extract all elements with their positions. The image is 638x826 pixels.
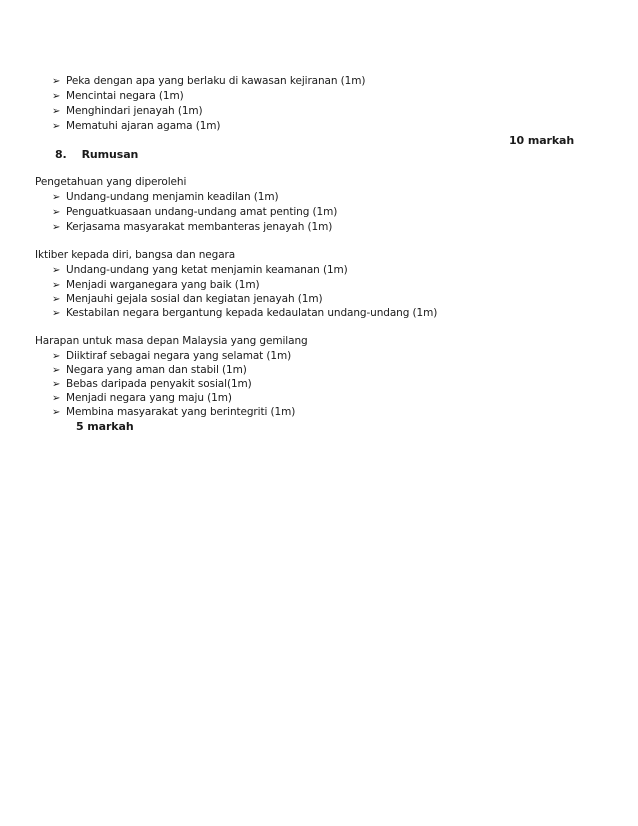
list-item: ➢ Bebas daripada penyakit sosial(1m) [52, 378, 252, 390]
arrow-bullet-icon: ➢ [52, 222, 61, 233]
list-item: ➢ Menjadi negara yang maju (1m) [52, 392, 232, 404]
list-item: ➢ Menjadi warganegara yang baik (1m) [52, 279, 260, 291]
list-item: ➢ Mematuhi ajaran agama (1m) [52, 120, 221, 132]
arrow-bullet-icon: ➢ [52, 121, 61, 132]
list-item: ➢ Kerjasama masyarakat membanteras jenayah (1m) [52, 221, 333, 233]
list-item: ➢ Peka dengan apa yang berlaku di kawasan kejiranan (1m) [52, 75, 366, 87]
section-number: 8. [55, 148, 67, 161]
arrow-bullet-icon: ➢ [52, 106, 61, 117]
list-item: ➢ Diiktiraf sebagai negara yang selamat (1m) [52, 350, 292, 362]
arrow-bullet-icon: ➢ [52, 365, 61, 376]
list-item: ➢ Menghindari jenayah (1m) [52, 105, 203, 117]
group-heading: Harapan untuk masa depan Malaysia yang gemilang [35, 335, 308, 347]
arrow-bullet-icon: ➢ [52, 207, 61, 218]
arrow-bullet-icon: ➢ [52, 192, 61, 203]
list-item: ➢ Kestabilan negara bergantung kepada kedaulatan undang-undang (1m) [52, 307, 438, 319]
arrow-bullet-icon: ➢ [52, 76, 61, 87]
list-item: ➢ Negara yang aman dan stabil (1m) [52, 364, 247, 376]
section-heading [55, 148, 138, 162]
marks-label: 10 markah [509, 134, 575, 147]
arrow-bullet-icon: ➢ [52, 379, 61, 390]
arrow-bullet-icon: ➢ [52, 407, 61, 418]
arrow-bullet-icon: ➢ [52, 294, 61, 305]
group-heading: Pengetahuan yang diperolehi [35, 176, 187, 188]
arrow-bullet-icon: ➢ [52, 265, 61, 276]
arrow-bullet-icon: ➢ [52, 280, 61, 291]
list-item: ➢ Mencintai negara (1m) [52, 90, 184, 102]
marks-label: 5 markah [76, 420, 134, 433]
arrow-bullet-icon: ➢ [52, 351, 61, 362]
list-item: ➢ Undang-undang menjamin keadilan (1m) [52, 191, 279, 203]
list-item: ➢ Undang-undang yang ketat menjamin keamanan (1m) [52, 264, 348, 276]
arrow-bullet-icon: ➢ [52, 393, 61, 404]
arrow-bullet-icon: ➢ [52, 308, 61, 319]
section-title: Rumusan [81, 148, 139, 161]
list-item: ➢ Membina masyarakat yang berintegriti (1m) [52, 406, 296, 418]
group-heading: Iktiber kepada diri, bangsa dan negara [35, 249, 236, 261]
list-item: ➢ Penguatkuasaan undang-undang amat penting (1m) [52, 206, 338, 218]
list-item: ➢ Menjauhi gejala sosial dan kegiatan jenayah (1m) [52, 293, 323, 305]
arrow-bullet-icon: ➢ [52, 91, 61, 102]
